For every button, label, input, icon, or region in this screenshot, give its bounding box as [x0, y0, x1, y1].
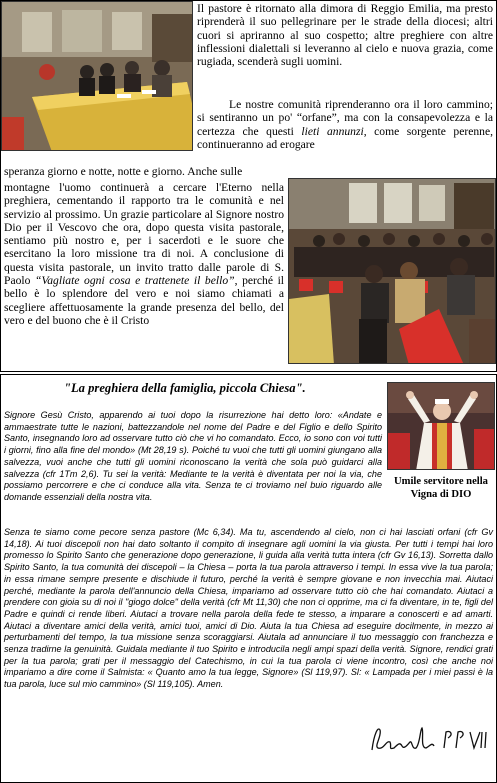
- prayer-text-part-2: Senza te siamo come pecore senza pastore (Mc 6,34). Ma tu, ascendendo al cielo, non ci hai lasciati orfani (cfr Gv 14,18). Ai tuoi discepoli non hai dato soltanto il compito di insegnare agli uomini la via giusta. Per tutti i tempi hai loro promesso lo Spirito Santo che generazione dopo generazione, li guida alla verità tutta intera (cfr Gv 16,13). Sorretta dallo Spirito Santo, la tua comunità dei discepoli – la Chiesa – porta la tua parola attraverso i tempi. In essa vive la tua parola; in essa rimane sempre presente e dischiude il futuro, perché la verità è sempre giovane e non invecchia mai. Aiutaci perché, mediante la parola dell'annuncio della Chiesa, impariamo ad osservare tutto ciò che hai comandato. Aiutaci a prendere con gioia su di noi il "giogo dolce" della verità (cfr Mt 11,30) che non ci opprime, ma ci fa diventare, in te, figli del Padre e quindi ci rende liberi. Aiutaci a trovare nella parola della fede te stesso, a imparare a conoscerti e ad amarti. Aiutaci a diventare amici della verità, amici tuoi, amici di Dio. Aiuta la tua Chiesa ad eseguire docilmente, in mezzo ai perturbamenti del tempo, la tua missione senza scoraggiarsi. Aiutala ad annunciare il tuo messaggio con franchezza e senza tradirne la genuinità. Guidala mediante il tuo Spirito e introducila negli ampi spazi della verità. Signore, rendici grati per la tua parola; grati per il messaggio del Catechismo, in cui la tua parola ci viene incontro, così che anche noi impariamo a dire come il Salmista: « Quanto amo la tua legge, Signore» (Sl 119,97). Sl: « Lampada per i miei passi è la tua parola, luce sul mio cammino» (Sl 119,105). Amen.: [4, 527, 493, 690]
- pope-caption: Umile servitore nella Vigna di DIO: [394, 476, 488, 500]
- article-paragraph-1: Il pastore è ritornato alla dimora di Reggio Emilia, ma presto riprenderà il suo pellegrinare per le strade della diocesi; altri cuori si apriranno al suo cospetto; altre preghiere con altre inflessioni dialettali si leveranno al cielo e nuova grazia, come rugiada, scenderà sugli uomini.: [197, 2, 493, 69]
- audience-photo: [288, 178, 496, 364]
- lieti-annunzi-emphasis: lieti annunzi: [301, 124, 364, 138]
- papal-signature: [368, 720, 490, 760]
- article-paragraph-2: Le nostre comunità riprenderanno ora il loro cammino; si sentiranno un po' “orfane”, ma con la consapevolezza e la certezza che questi lieti annunzi, come sorgente perenne, continueranno ad erogare: [197, 98, 493, 151]
- meeting-photo: [1, 1, 193, 151]
- pope-photo: [387, 382, 495, 470]
- prayer-text-part-1: Signore Gesù Cristo, apparendo ai tuoi dopo la risurrezione hai detto loro: «Andate e ammaestrate tutte le nazioni, battezzandole nel nome del Padre e del Figlio e dello Spirito Santo, insegnando loro ad osservare tutto ciò che vi ho comandato. Ecco, io sono con voi tutti i giorni, fino alla fine del mondo» (Mt 28,19 s). Poiché tu vuoi che tutti gli uomini giungano alla salvezza, vuoi anche che tutti gli uomini riconoscano la verità che sola può guidarci alla salvezza (cfr 1Tm 2,6). Tu sei la verità: Mediante te la verità è diventata per noi la via, che possiamo percorrere e che ci conduce alla vita. Senza te ci troviamo nel buio riguardo alle domande essenziali della nostra vita.: [4, 410, 382, 502]
- article-paragraph-4: montagne l'uomo continuerà a cercare l'Eterno nella preghiera, cementando il rapporto tra le comunità e nel servizio al prossimo. Un grazie particolare al Signore nostro Dio per il Vescovo che ora, dopo questa visita pastorale, sentiamo più nostro e, per i sacerdoti e le suore che esercitano la loro missione tra di noi. A conclusione di questa visita pastorale, un invito tratto dalle parole di S. Paolo “Vagliate ogni cosa e trattenete il bello”, perché il bello è lo splendore del vero e noi siamo chiamati a scegliere affettuosamente la grande presenza del bello, del vero e del buono che è il Cristo: [4, 181, 285, 327]
- prayer-title: "La preghiera della famiglia, piccola Chiesa".: [64, 381, 306, 395]
- article-paragraph-3: speranza giorno e notte, notte e giorno. Anche sulle: [4, 165, 243, 178]
- paul-quote: “Vagliate ogni cosa e trattenete il bello”: [35, 274, 235, 288]
